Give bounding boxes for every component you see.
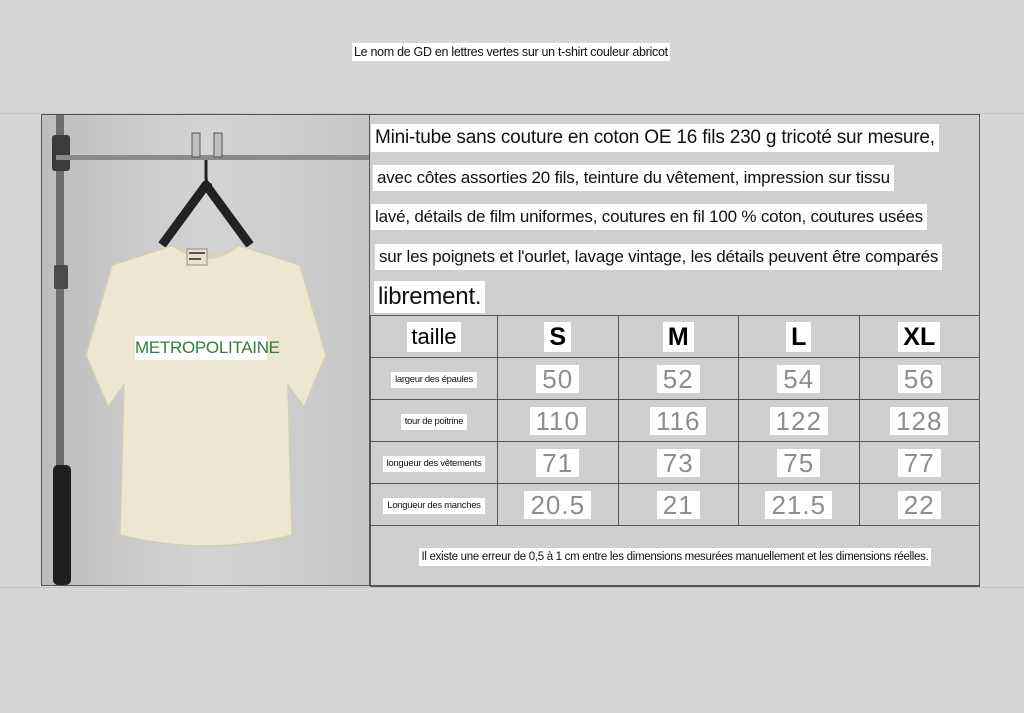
size-header-cell [498, 316, 619, 358]
size-m: M [663, 322, 694, 352]
length-l: 75 [777, 449, 820, 477]
size-header-cell [618, 316, 739, 358]
row-label-chest: tour de poitrine [401, 414, 468, 430]
row-label-sleeve: Longueur des manches [383, 498, 484, 514]
chest-m: 116 [650, 407, 706, 435]
size-header-cell [739, 316, 860, 358]
sleeve-xl: 22 [898, 491, 941, 519]
size-header-row [371, 316, 980, 358]
length-m: 73 [657, 449, 700, 477]
product-sheet [41, 114, 980, 586]
note-row [371, 526, 980, 587]
shoulder-m: 52 [657, 365, 700, 393]
caption: Le nom de GD en lettres vertes sur un t-shirt couleur abricot [354, 45, 668, 59]
product-description [370, 115, 979, 315]
shirt-print-text: METROPOLITAINE [135, 336, 267, 360]
product-photo [42, 115, 370, 585]
size-table [370, 315, 980, 587]
size-s: S [544, 322, 571, 352]
description-line-2: avec côtes assorties 20 fils, teinture du vêtement, impression sur tissu [373, 165, 894, 191]
size-header-cell [859, 316, 980, 358]
chest-s: 110 [530, 407, 586, 435]
shoulder-l: 54 [777, 365, 820, 393]
chest-l: 122 [770, 407, 828, 435]
sleeve-m: 21 [657, 491, 700, 519]
size-xl: XL [898, 322, 940, 352]
table-row [371, 484, 980, 526]
size-header-label: taille [407, 322, 460, 352]
row-label-shoulder: largeur des épaules [391, 372, 477, 388]
sleeve-l: 21.5 [765, 491, 832, 519]
table-row [371, 442, 980, 484]
description-line-5: librement. [374, 281, 485, 313]
size-header-label-cell [371, 316, 498, 358]
row-label-length: longueur des vêtements [383, 456, 486, 472]
sleeve-s: 20.5 [524, 491, 591, 519]
chest-xl: 128 [890, 407, 948, 435]
length-s: 71 [536, 449, 579, 477]
shoulder-xl: 56 [898, 365, 941, 393]
shoulder-s: 50 [536, 365, 579, 393]
description-line-4: sur les poignets et l'ourlet, lavage vintage, les détails peuvent être comparés [375, 244, 942, 270]
description-line-1: Mini-tube sans couture en coton OE 16 fils 230 g tricoté sur mesure, [371, 124, 939, 152]
description-line-3: lavé, détails de film uniformes, coutures en fil 100 % coton, coutures usées [371, 204, 927, 230]
size-l: L [786, 322, 811, 352]
table-row [371, 358, 980, 400]
measurement-note: Il existe une erreur de 0,5 à 1 cm entre les dimensions mesurées manuellement et les dimensions réelles. [419, 548, 930, 566]
bottom-divider [0, 587, 1024, 588]
table-row [371, 400, 980, 442]
length-xl: 77 [898, 449, 941, 477]
